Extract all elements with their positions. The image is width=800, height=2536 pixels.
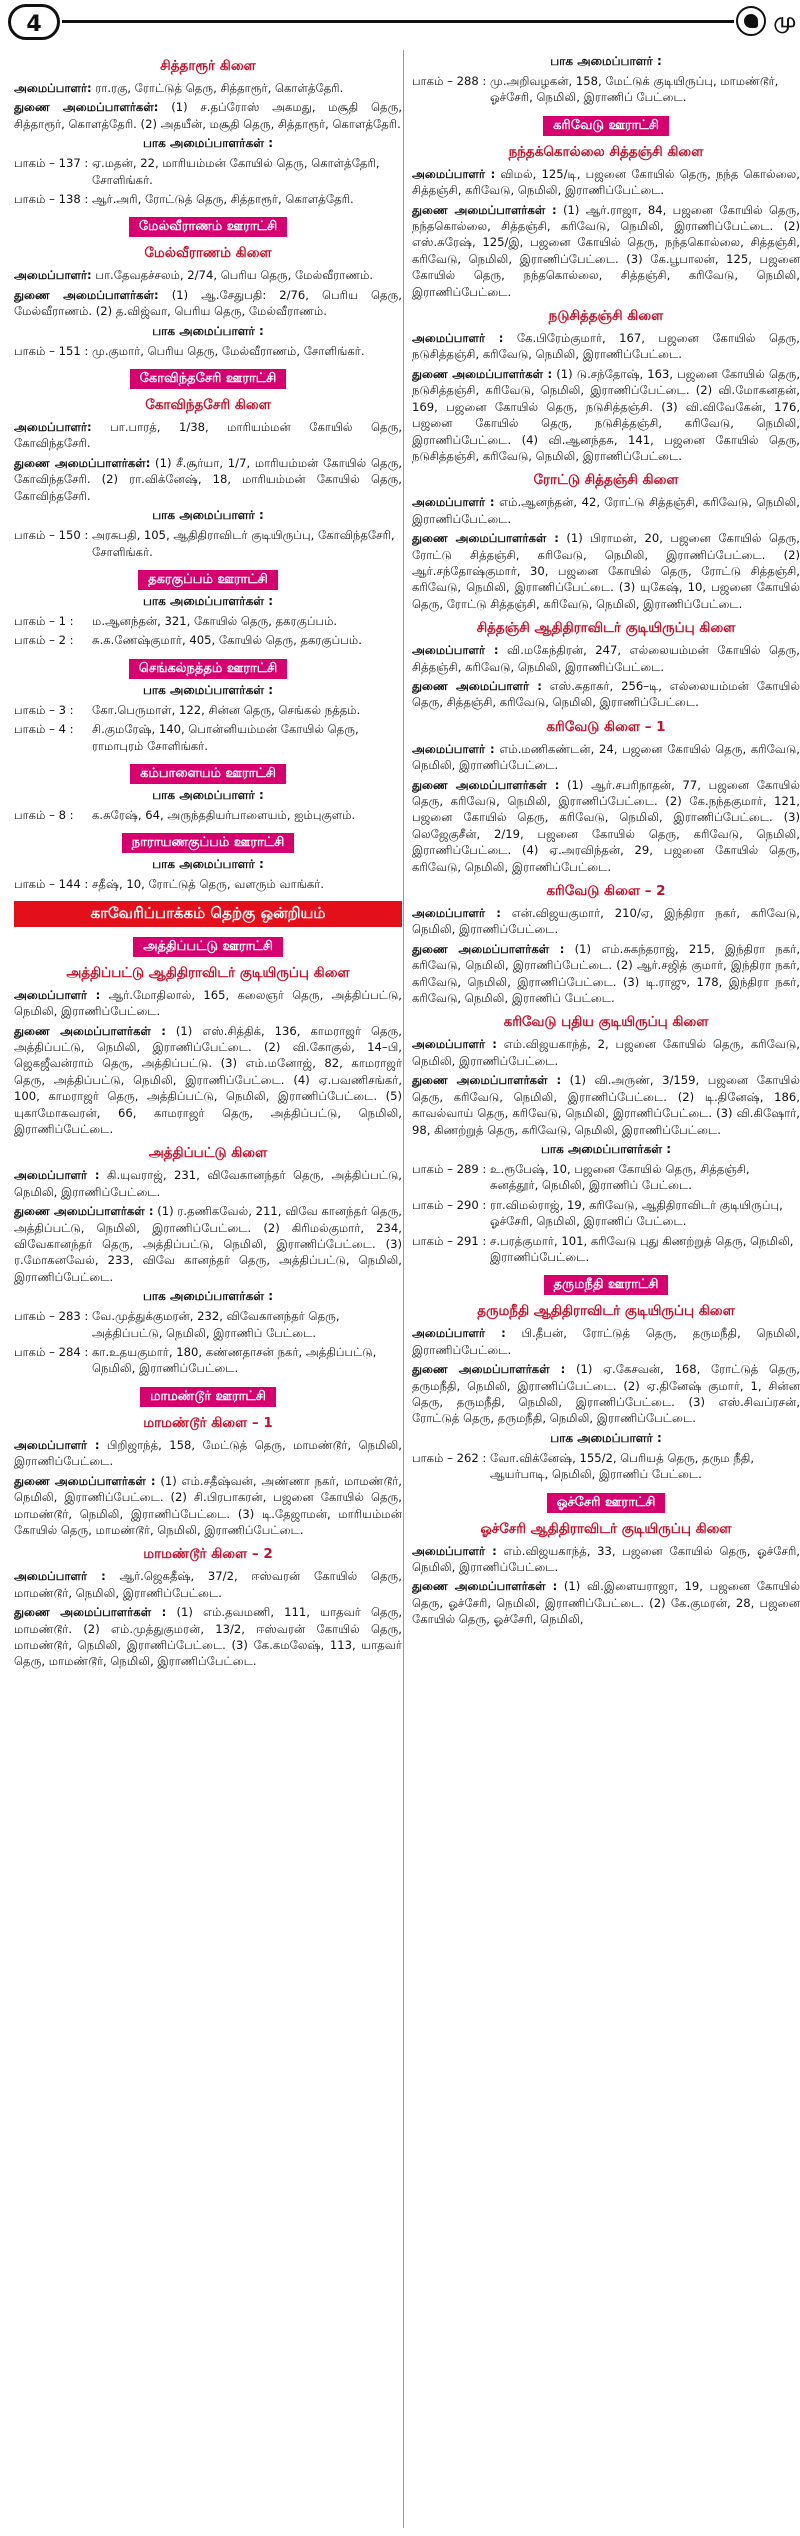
- branch-heading: நந்தக்கொல்லை சித்தஞ்சி கிளை: [508, 143, 704, 160]
- member-entry: [14, 287, 402, 320]
- booth-details: க.சுரேஷ், 64, அருந்ததியர்பாளையம், ஐம்புகுளம்.: [92, 807, 356, 822]
- member-entry: [14, 455, 402, 504]
- booth-details: உ.ரூபேஷ், 10, பஜனை கோயில் தெரு, சித்தஞ்சி, சுனத்தூர், நெமிலி, இராணிப் பேட்டை.: [490, 1161, 750, 1193]
- role-label: துணை அமைப்பாளர்கள்:: [14, 100, 159, 115]
- booth-number: பாகம் – 289 :: [412, 1161, 487, 1176]
- booth-number: பாகம் – 151 :: [14, 343, 89, 358]
- role-label: அமைப்பாளர் :: [412, 331, 504, 346]
- role-label: துணை அமைப்பாளர்கள் :: [412, 777, 560, 792]
- member-entry: [412, 1578, 800, 1627]
- booth-entry: [14, 632, 402, 648]
- booth-details: ஏ.மதன், 22, மாரியம்மன் கோயில் தெரு, கொள்த்தேரி, சோளிங்கர்.: [92, 156, 380, 187]
- branch-heading: தருமநீதி ஆதிதிராவிடர் குடியிருப்பு கிளை: [477, 1303, 735, 1320]
- booth-number: பாகம் – 144 :: [14, 877, 89, 892]
- member-entry: [14, 1473, 402, 1539]
- section-subheading: பாக அமைப்பாளர் :: [152, 857, 264, 872]
- member-details: (1) ஆர்.சபரிநாதன், 77, பஜனை கோயில் தெரு, கரிவேடு, நெமிலி, இராணிப்பேட்டை. (2) கே.நந்தகுமார், 121, பஜனை கோயில் தெரு, கரிவேடு, நெமிலி, இராணிப்பேட்டை. (3) லெஜேகுசீன், 2/19, பஜனை கோயில் தெரு, கரிவேடு, நெமிலி, இராணிப்பேட்டை. (4) ஏ.அரவிந்தன், 29, பஜனை கோயில் தெரு, கரிவேடு, நெமிலி, இராணிப்பேட்டை.: [412, 777, 800, 874]
- member-details: கே.பிரேம்குமார், 167, பஜனை கோயில் தெரு, நடுசித்தஞ்சி, கரிவேடு, நெமிலி, இராணிப்பேட்டை.: [412, 331, 800, 362]
- role-label: அமைப்பாளர் :: [412, 495, 495, 510]
- booth-entry: [412, 1450, 800, 1483]
- role-label: துணை அமைப்பாளர்கள் :: [412, 1073, 562, 1088]
- booth-details: ம.ஆனந்தன், 321, கோயில் தெரு, தகரகுப்பம்.: [92, 613, 338, 628]
- booth-entry: [412, 73, 800, 106]
- member-entry: [14, 1167, 402, 1200]
- member-details: (1) வி.அருண், 3/159, பஜனை கோயில் தெரு, கரிவேடு, நெமிலி, இராணிப்பேட்டை. (2) டி.தினேஷ், 186, காவல்வாய் தெரு, கரிவேடு, நெமிலி, இராணிப்பேட்டை. (3) வி.கிஷோர், 98, கிணற்றுத் தெரு, கரிவேடு, நெமிலி, இராணிப்பேட்டை.: [412, 1073, 800, 1137]
- booth-details: வோ.விக்னேஷ், 155/2, பெரியத் தெரு, தரும நீதி, ஆயர்பாடி, நெமிலி, இராணிப் பேட்டை.: [490, 1450, 755, 1482]
- member-details: வி.மகேந்திரன், 247, எல்லையம்மன் கோயில் தெரு, சித்தஞ்சி, கரிவேடு, நெமிலி, இராணிப்பேட்டை.: [412, 643, 800, 674]
- booth-details: மு.அறிவழகன், 158, மேட்டுக் குடியிருப்பு, மாமண்டூர், ஓச்சேரி, நெமிலி, இராணிப் பேட்டை.: [490, 74, 779, 105]
- right-column: [412, 50, 800, 2528]
- role-label: துணை அமைப்பாளர்கள் :: [412, 1579, 558, 1594]
- section-subheading: பாக அமைப்பாளர் :: [152, 508, 264, 523]
- role-label: துணை அமைப்பாளர்கள்:: [14, 287, 159, 302]
- member-entry: [412, 494, 800, 527]
- role-label: அமைப்பாளர்:: [14, 420, 92, 435]
- booth-entry: [14, 613, 402, 629]
- panchayat-banner: [14, 1385, 402, 1407]
- role-label: அமைப்பாளர்:: [14, 81, 92, 95]
- booth-entry: [14, 191, 402, 207]
- booth-details: மு.குமார், பெரிய தெரு, மேல்வீராணம், சோளிங்கர்.: [92, 343, 365, 358]
- branch-heading: கரிவேடு கிளை – 1: [546, 718, 666, 735]
- member-details: (1) எம்.தவமணி, 111, யாதவர் தெரு, மாமண்டூர். (2) எம்.முத்துகுமரன், 13/2, ஈஸ்வரன் கோயில் தெரு, மாமண்டூர், நெமிலி, இராணிப்பேட்டை. (3) கே.கமலேஷ், 113, யாதவர் தெரு, மாமண்டூர், நெமிலி, இராணிப்பேட்டை.: [14, 1605, 402, 1669]
- member-details: (1) பிராமன், 20, பஜனை கோயில் தெரு, ரோட்டு சித்தஞ்சி, கரிவேடு, நெமிலி, இராணிப்பேட்டை. (2) ஆர்.சந்தோஷ்குமார், 30, பஜனை கோயில் தெரு, ரோட்டு சித்தஞ்சி, கரிவேடு, நெமிலி, இராணிப்பேட்டை. (3) யுகேஷ், 10, பஜனை கோயில் தெரு, ரோட்டு சித்தஞ்சி, கரிவேடு, நெமிலி, இராணிப்பேட்டை.: [412, 531, 800, 611]
- branch-heading: சித்தாரூர் கிளை: [160, 58, 256, 74]
- role-label: துணை அமைப்பாளர்கள் :: [14, 1204, 154, 1219]
- member-entry: [412, 777, 800, 875]
- column-divider: [403, 50, 404, 2528]
- booth-details: சி.குமரேஷ், 140, பொன்னியம்மன் கோயில் தெரு, ராமாபுரம் சோளிங்கர்.: [92, 722, 359, 753]
- page-number: 4: [8, 4, 60, 40]
- member-entry: [412, 642, 800, 675]
- member-details: கி.யுவராஜ், 231, விவேகானந்தர் தெரு, அத்திப்பட்டு, நெமிலி, இராணிப்பேட்டை.: [14, 1168, 402, 1199]
- member-entry: [412, 366, 800, 464]
- member-entry: [412, 1072, 800, 1138]
- member-entry: [14, 1604, 402, 1670]
- booth-details: ரா.விமல்ராஜ், 19, கரிவேடு, ஆதிதிராவிடர் குடியிருப்பு, ஓச்சேரி, நெமிலி, இராணிப் பேட்டை.: [490, 1197, 783, 1229]
- panchayat-banner: [14, 215, 402, 237]
- member-details: (1) எம்.சுகந்தராஜ், 215, இந்திரா நகர், கரிவேடு, நெமிலி, இராணிப்பேட்டை. (2) ஆர்.சஜித் குமார், இந்திரா நகர், கரிவேடு, நெமிலி, இராணிப்பேட்டை. (3) டி.ராஜு, 178, இந்திரா நகர், கரிவேடு, நெமிலி, இராணிப் பேட்டை.: [412, 941, 800, 1006]
- booth-details: ஆர்.அரி, ரோட்டுத் தெரு, சித்தாரூர், கொளத்தேரி.: [92, 192, 354, 207]
- member-entry: [412, 202, 800, 300]
- role-label: அமைப்பாளர் :: [412, 1326, 506, 1341]
- member-details: (1) ஆ.சேதுபதி: 2/76, பெரிய தெரு, மேல்வீராணம். (2) த.விஜ்வா, பெரிய தெரு, மேல்வீராணம்.: [14, 287, 402, 319]
- role-label: அமைப்பாளர் :: [412, 643, 499, 658]
- member-details: ஆர்.மோதிலால், 165, கலைஞர் தெரு, அத்திப்பட்டு, நெமிலி, இராணிப்பேட்டை.: [14, 987, 402, 1019]
- member-entry: [14, 80, 402, 96]
- member-details: (1) ஆர்.ராஜா, 84, பஜனை கோயில் தெரு, நந்தகொல்லை, சித்தஞ்சி, கரிவேடு, நெமிலி, இராணிப்பேட்டை. (2) எஸ்.சுரேஷ், 125/இ, பஜனை கோயில் தெரு, நந்தகொல்லை, சித்தஞ்சி, கரிவேடு, நெமிலி, இராணிப்பேட்டை. (3) கே.பூபாலன், 125, பஜனை கோயில் தெரு, நந்தகொல்லை, சித்தஞ்சி, கரிவேடு, நெமிலி, இராணிப்பேட்டை.: [412, 202, 800, 299]
- panchayat-banner: [14, 568, 402, 590]
- member-details: (1) சீ.சூர்யா, 1/7, மாரியம்மன் கோயில் தெரு, கோவிந்தசேரி. (2) ரா.விக்னேஷ், 18, மாரியம்மன் கோயில் தெரு, கோவிந்தசேரி.: [14, 455, 402, 503]
- booth-entry: [14, 702, 402, 718]
- role-label: அமைப்பாளர் :: [14, 1168, 100, 1183]
- section-subheading: பாக அமைப்பாளர் :: [550, 1430, 662, 1445]
- booth-number: பாகம் – 290 :: [412, 1197, 487, 1212]
- role-label: துணை அமைப்பாளர்கள் :: [412, 366, 553, 381]
- section-subheading: பாக அமைப்பாளர் :: [152, 323, 264, 338]
- section-subheading: பாக அமைப்பாளர் :: [152, 787, 264, 802]
- branch-heading: அத்திப்பட்டு ஆதிதிராவிடர் குடியிருப்பு கிளை: [66, 964, 350, 981]
- branch-heading: கரிவேடு கிளை – 2: [546, 883, 666, 900]
- booth-entry: [14, 343, 402, 359]
- role-label: அமைப்பாளர் :: [412, 1037, 497, 1052]
- member-details: பி.தீபன், ரோட்டுத் தெரு, தருமநீதி, நெமிலி, இராணிப்பேட்டை.: [412, 1326, 800, 1357]
- role-label: அமைப்பாளர் :: [412, 1543, 497, 1558]
- branch-heading: மேல்வீராணம் கிளை: [144, 245, 272, 262]
- branch-heading: மாமண்டூர் கிளை – 2: [143, 1546, 273, 1563]
- member-entry: [14, 1437, 402, 1470]
- member-details: ஆர்.ஜெகதீஷ், 37/2, ஈஸ்வரன் கோயில் தெரு, மாமண்டூர், நெமிலி, இராணிப்பேட்டை.: [14, 1569, 402, 1600]
- member-details: (1) ச.தப்ரோஸ் அகமது, மசூதி தெரு, சித்தாரூர், கொளத்தேரி. (2) அதயீன், மசூதி தெரு, சித்தாரூர், கொளத்தேரி.: [14, 100, 402, 131]
- masthead-logo-icon: [736, 6, 766, 36]
- branch-heading: ரோட்டு சித்தஞ்சி கிளை: [533, 472, 679, 489]
- booth-entry: [14, 155, 402, 188]
- member-details: எம்.ஆனந்தன், 42, ரோட்டு சித்தஞ்சி, கரிவேடு, நெமிலி, இராணிப்பேட்டை.: [412, 495, 800, 526]
- member-entry: [412, 905, 800, 938]
- booth-number: பாகம் – 3 :: [14, 702, 74, 717]
- member-entry: [14, 987, 402, 1020]
- member-entry: [412, 678, 800, 711]
- role-label: துணை அமைப்பாளர் :: [412, 678, 542, 693]
- role-label: துணை அமைப்பாளர்கள் :: [14, 1605, 167, 1620]
- booth-number: பாகம் – 291 :: [412, 1233, 487, 1248]
- booth-details: ச.பரத்குமார், 101, கரிவேடு புது கிணற்றுத் தெரு, நெமிலி, இராணிப்பேட்டை.: [490, 1233, 794, 1264]
- booth-entry: [14, 807, 402, 823]
- role-label: துணை அமைப்பாளர்கள் :: [412, 202, 557, 217]
- panchayat-banner: [412, 1273, 800, 1295]
- branch-heading: சித்தஞ்சி ஆதிதிராவிடர் குடியிருப்பு கிளை: [476, 620, 736, 637]
- booth-details: கோ.பெருமாள், 122, சின்ன தெரு, செங்கல் நத்தம்.: [92, 702, 361, 717]
- panchayat-banner: [412, 1491, 800, 1513]
- booth-details: சு.க.ணேஷ்குமார், 405, கோயில் தெரு, தகரகுப்பம்.: [92, 633, 362, 648]
- member-entry: [412, 530, 800, 612]
- member-entry: [14, 99, 402, 132]
- booth-number: பாகம் – 137 :: [14, 156, 89, 171]
- panchayat-banner: [14, 762, 402, 784]
- member-entry: [412, 330, 800, 363]
- role-label: துணை அமைப்பாளர்கள் :: [412, 531, 559, 546]
- role-label: அமைப்பாளர் :: [412, 166, 496, 181]
- panchayat-banner-label: கம்பாளையம் ஊராட்சி: [130, 764, 286, 784]
- member-entry: [412, 166, 800, 199]
- panchayat-banner-label: தகரகுப்பம் ஊராட்சி: [138, 570, 278, 590]
- member-entry: [14, 419, 402, 452]
- role-label: அமைப்பாளர் :: [14, 1569, 106, 1584]
- page-header: [0, 0, 800, 44]
- branch-heading: ஓச்சேரி ஆதிதிராவிடர் குடியிருப்பு கிளை: [480, 1520, 732, 1537]
- member-entry: [412, 1036, 800, 1069]
- panchayat-banner-label: கரிவேடு ஊராட்சி: [543, 116, 669, 136]
- member-details: ரா.ரகு, ரோட்டுத் தெரு, சித்தாரூர், கொள்த்தேரி.: [91, 81, 344, 95]
- panchayat-banner: [14, 657, 402, 679]
- member-entry: [412, 941, 800, 1007]
- panchayat-banner: [14, 831, 402, 853]
- role-label: துணை அமைப்பாளர்கள் :: [412, 941, 565, 956]
- branch-heading: கரிவேடு புதிய குடியிருப்பு கிளை: [503, 1014, 709, 1031]
- booth-number: பாகம் – 283 :: [14, 1309, 89, 1324]
- branch-heading: கோவிந்தசேரி கிளை: [145, 397, 271, 414]
- booth-entry: [14, 1344, 402, 1377]
- branch-heading: நடுசித்தஞ்சி கிளை: [548, 308, 664, 325]
- masthead-fragment: மு: [773, 8, 796, 32]
- panchayat-banner-label: மாமண்டூர் ஊராட்சி: [140, 1387, 276, 1407]
- left-column: [14, 50, 402, 2528]
- booth-number: பாகம் – 262 :: [412, 1450, 487, 1465]
- booth-number: பாகம் – 288 :: [412, 74, 487, 88]
- booth-number: பாகம் – 138 :: [14, 192, 89, 207]
- booth-entry: [412, 1197, 800, 1230]
- panchayat-banner: [14, 367, 402, 389]
- member-details: (1) ஏ.கேசவன், 168, ரோட்டுத் தெரு, தருமநீதி, நெமிலி, இராணிப்பேட்டை. (2) ஏ.தினேஷ் குமார், 1, சின்ன தெரு, தருமநீதி, நெமிலி, இராணிப்பேட்டை. (3) எஸ்.சிவப்ரசன், ரோட்டுத் தெரு, தருமநீதி, நெமிலி, இராணிப்பேட்டை.: [412, 1362, 800, 1426]
- booth-number: பாகம் – 284 :: [14, 1345, 89, 1360]
- member-entry: [14, 1568, 402, 1601]
- panchayat-banner: [14, 935, 402, 957]
- member-entry: [14, 267, 402, 283]
- panchayat-banner: [412, 114, 800, 136]
- role-label: அமைப்பாளர் :: [14, 987, 101, 1002]
- section-subheading: பாக அமைப்பாளர்கள் :: [540, 1141, 672, 1156]
- booth-number: பாகம் – 4 :: [14, 722, 74, 737]
- role-label: அமைப்பாளர்:: [14, 268, 92, 283]
- role-label: அமைப்பாளர் :: [14, 1437, 100, 1452]
- booth-entry: [412, 1233, 800, 1266]
- booth-details: வே.முத்துக்குமரன், 232, விவேகானந்தர் தெரு, அத்திப்பட்டு, நெமிலி, இராணிப் பேட்டை.: [92, 1309, 340, 1340]
- booth-number: பாகம் – 150 :: [14, 528, 89, 543]
- member-details: (1) ர.தணிகவேல், 211, விவே கானந்தர் தெரு, அத்திப்பட்டு, நெமிலி, இராணிப்பேட்டை. (2) கிரிமல்குமார், 234, விவேகானந்தர் தெரு, அத்திப்பட்டு, நெமிலி, இராணிப்பேட்டை. (3) ர.மோகனவேல், 233, விவே கானந்தர் தெரு, அத்திப்பட்டு, நெமிலி, இராணிப்பேட்டை.: [14, 1204, 402, 1284]
- role-label: துணை அமைப்பாளர்கள் :: [14, 1023, 166, 1038]
- panchayat-banner-label: நாராயணகுப்பம் ஊராட்சி: [122, 833, 295, 853]
- booth-entry: [14, 721, 402, 754]
- role-label: துணை அமைப்பாளர்கள்:: [14, 455, 151, 470]
- section-subheading: பாக அமைப்பாளர்கள் :: [142, 593, 274, 608]
- branch-heading: மாமண்டூர் கிளை – 1: [143, 1414, 273, 1431]
- member-details: பிறிஜாந்த், 158, மேட்டுத் தெரு, மாமண்டூர், நெமிலி, இராணிப்பேட்டை.: [14, 1437, 402, 1469]
- member-details: (1) டு.சந்தோஷ், 163, பஜனை கோயில் தெரு, நடுசித்தஞ்சி, கரிவேடு, நெமிலி, இராணிப்பேட்டை. (2) வி.மோகனதன், 169, பஜனை கோயில் தெரு, நடுசித்தஞ்சி. (3) வி.விவேகேன், 176, பஜனை கோயில் தெரு, நடுசித்தஞ்சி, கரிவேடு, நெமிலி, இராணிப்பேட்டை. (4) வி.ஆனந்தசு, 141, பஜனை கோயில் தெரு, நடுசித்தஞ்சி, கரிவேடு, நெமிலி, இராணிப்பேட்டை.: [412, 366, 800, 463]
- member-entry: [14, 1203, 402, 1285]
- member-details: (1) வி.இளையராஜா, 19, பஜனை கோயில் தெரு, ஓச்சேரி, நெமிலி, இராணிப்பேட்டை. (2) கே.குமரன், 28, பஜனை கோயில் தெரு, ஓச்சேரி, நெமிலி,: [412, 1579, 800, 1627]
- branch-heading: அத்திப்பட்டு கிளை: [148, 1145, 268, 1162]
- member-entry: [412, 1361, 800, 1427]
- section-subheading: பாக அமைப்பாளர் :: [550, 54, 662, 68]
- role-label: அமைப்பாளர் :: [412, 741, 495, 756]
- section-subheading: பாக அமைப்பாளர்கள் :: [142, 136, 274, 151]
- booth-number: பாகம் – 8 :: [14, 807, 74, 822]
- booth-number: பாகம் – 1 :: [14, 613, 74, 628]
- member-details: விமல், 125/டி, பஜனை கோயில் தெரு, நந்த கொல்லை, சித்தஞ்சி, கரிவேடு, நெமிலி, இராணிப்பேட்டை.: [412, 166, 800, 198]
- member-entry: [14, 1023, 402, 1138]
- role-label: துணை அமைப்பாளர்கள் :: [412, 1362, 566, 1377]
- booth-number: பாகம் – 2 :: [14, 633, 74, 648]
- booth-entry: [412, 1161, 800, 1194]
- member-details: (1) எஸ்.சித்திக், 136, காமராஜர் தெரு, அத்திப்பட்டு, நெமிலி, இராணிப்பேட்டை. (2) வி.கோகுல், 14–பி, ஜெகஜீவன்ராம் தெரு, அத்திப்பட்டு. (3) எம்.மனோஜ், 82, காமராஜர் தெரு, அத்திப்பட்டு, நெமிலி, இராணிப்பேட்டை. (4) ஏ.பவணிசங்கர், 100, காமராஜர் தெரு, அத்திப்பட்டு, நெமிலி, இராணிப்பேட்டை. (5) யுகாமோகவரன், 66, காமராஜர் தெரு, அத்திப்பட்டு, நெமிலி, இராணிப்பேட்டை.: [14, 1023, 402, 1136]
- member-details: பா.பாரத், 1/38, மாரியம்மன் கோயில் தெரு, கோவிந்தசேரி.: [14, 420, 402, 451]
- header-rule: [62, 20, 734, 23]
- booth-details: சதீஷ், 10, ரோட்டுத் தெரு, வளரும் வாங்கர்.: [92, 877, 325, 892]
- member-details: எஸ்.சுதாகர், 256–டி, எல்லையம்மன் கோயில் தெரு, சித்தஞ்சி, கரிவேடு, நெமிலி, இராணிப்பேட்டை.: [412, 678, 800, 710]
- booth-details: கா.உதயகுமார், 180, கண்ணதாசன் நகர், அத்திப்பட்டு, நெமிலி, இராணிப்பேட்டை.: [92, 1345, 377, 1376]
- role-label: துணை அமைப்பாளர்கள் :: [14, 1473, 156, 1488]
- member-details: என்.விஜயகுமார், 210/ஏ, இந்திரா நகர், கரிவேடு, நெமிலி, இராணிப்பேட்டை.: [412, 906, 800, 937]
- booth-entry: [14, 1308, 402, 1341]
- member-entry: [412, 1325, 800, 1358]
- panchayat-banner-label: அத்திப்பட்டு ஊராட்சி: [133, 937, 283, 957]
- member-details: எம்.மணிகண்டன், 24, பஜனை கோயில் தெரு, கரிவேடு, நெமிலி, இராணிப்பேட்டை.: [412, 741, 800, 773]
- panchayat-banner-label: கோவிந்தசேரி ஊராட்சி: [130, 369, 287, 389]
- panchayat-banner-label: மேல்வீராணம் ஊராட்சி: [129, 217, 287, 237]
- member-details: எம்.விஜயகாந்த், 33, பஜனை கோயில் தெரு, ஓச்சேரி, நெமிலி, இராணிப்பேட்டை.: [412, 1543, 800, 1574]
- member-details: எம்.விஜயகாந்த், 2, பஜனை கோயில் தெரு, கரிவேடு, நெமிலி, இராணிப்பேட்டை.: [412, 1037, 800, 1068]
- member-entry: [412, 741, 800, 774]
- panchayat-banner-label: செங்கல்நத்தம் ஊராட்சி: [129, 659, 287, 679]
- booth-entry: [14, 876, 402, 892]
- member-details: பா.தேவதச்சலம், 2/74, பெரிய தெரு, மேல்வீராணம்.: [91, 268, 374, 283]
- role-label: அமைப்பாளர் :: [412, 906, 501, 921]
- section-subheading: பாக அமைப்பாளர்கள் :: [142, 682, 274, 697]
- booth-entry: [14, 527, 402, 560]
- member-entry: [412, 1543, 800, 1576]
- booth-details: அரசுபதி, 105, ஆதிதிராவிடர் குடியிருப்பு, கோவிந்தசேரி, சோளிங்கர்.: [92, 528, 395, 559]
- panchayat-banner-label: ஓச்சேரி ஊராட்சி: [547, 1493, 666, 1513]
- member-details: (1) எம்.சதீஷ்வன், அண்ணா நகர், மாமண்டூர், நெமிலி, இராணிப்பேட்டை. (2) சி.பிரபாகரன், பஜனை கோயில் தெரு, மாமண்டூர், நெமிலி, இராணிப்பேட்டை. (3) டி.தேஜாமன், மாரியம்மன் கோயில் தெரு, மாமண்டூர், நெமிலி, இராணிப்பேட்டை.: [14, 1473, 402, 1537]
- panchayat-banner-label: தருமநீதி ஊராட்சி: [544, 1275, 669, 1295]
- section-subheading: பாக அமைப்பாளர்கள் :: [142, 1289, 274, 1304]
- union-banner: காவேரிப்பாக்கம் தெற்கு ஒன்றியம்: [14, 901, 402, 927]
